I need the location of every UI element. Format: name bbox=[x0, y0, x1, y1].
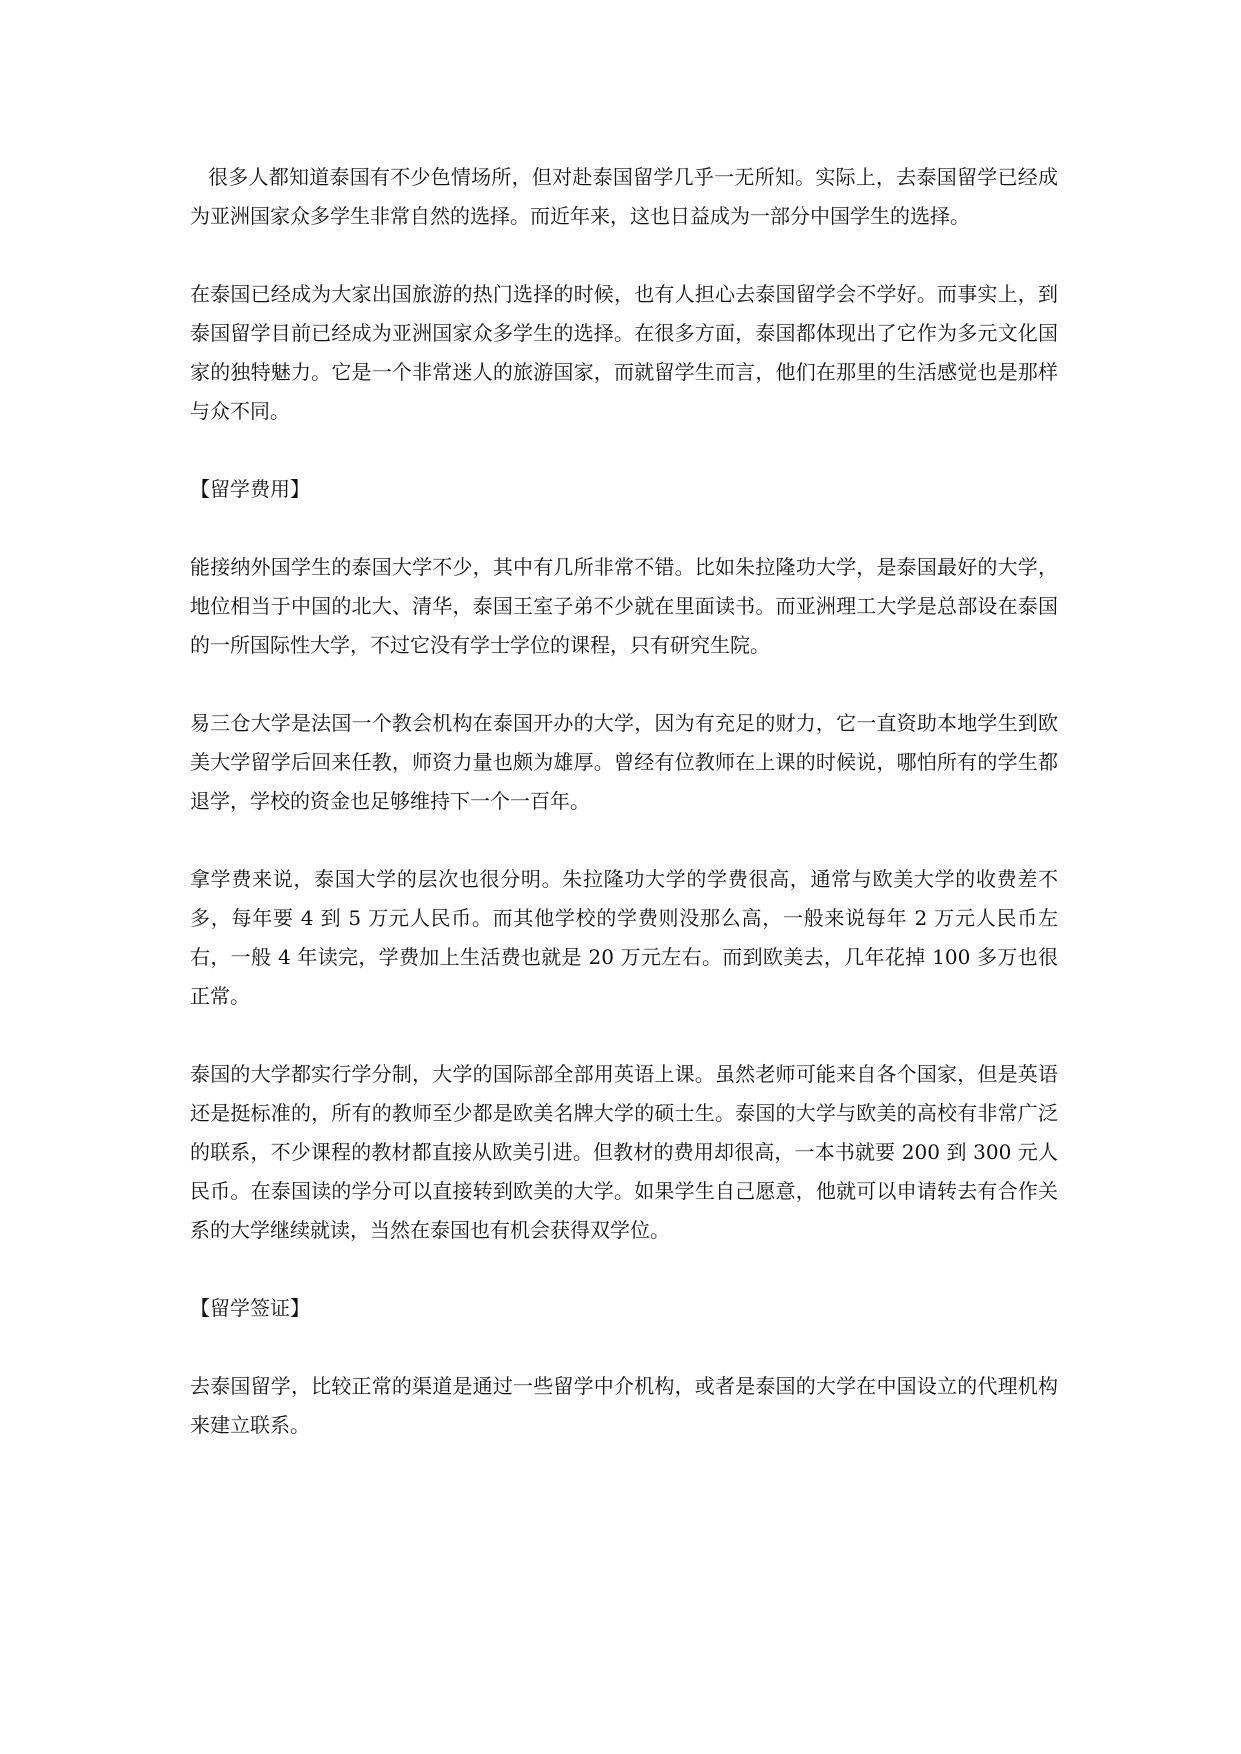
paragraph-tuition: 拿学费来说，泰国大学的层次也很分明。朱拉隆功大学的学费很高，通常与欧美大学的收费差不多，每年要 4 到 5 万元人民币。而其他学校的学费则没那么高，一般来说每年 2 万元人民币左右，一般 4 年读完，学费加上生活费也就是 20 万元左右。而到欧美去，几年花掉 100 多万也很正常。 bbox=[190, 867, 1058, 1008]
section-heading-fees: 【留学费用】 bbox=[190, 477, 310, 501]
paragraph-intro: 很多人都知道泰国有不少色情场所，但对赴泰国留学几乎一无所知。实际上，去泰国留学已经成为亚洲国家众多学生非常自然的选择。而近年来，这也日益成为一部分中国学生的选择。 bbox=[190, 165, 1058, 228]
paragraph-universities: 能接纳外国学生的泰国大学不少，其中有几所非常不错。比如朱拉隆功大学，是泰国最好的大学，地位相当于中国的北大、清华，泰国王室子弟不少就在里面读书。而亚洲理工大学是总部设在泰国的一所国际性大学，不过它没有学士学位的课程，只有研究生院。 bbox=[190, 555, 1058, 657]
paragraph-tourism: 在泰国已经成为大家出国旅游的热门选择的时候，也有人担心去泰国留学会不学好。而事实上，到泰国留学目前已经成为亚洲国家众多学生的选择。在很多方面，泰国都体现出了它作为多元文化国家的独特魅力。它是一个非常迷人的旅游国家，而就留学生而言，他们在那里的生活感觉也是那样与众不同。 bbox=[190, 282, 1058, 423]
paragraph-assumption-university: 易三仓大学是法国一个教会机构在泰国开办的大学，因为有充足的财力，它一直资助本地学生到欧美大学留学后回来任教，师资力量也颇为雄厚。曾经有位教师在上课的时候说，哪怕所有的学生都退学，学校的资金也足够维持下一个一百年。 bbox=[190, 711, 1058, 813]
paragraph-visa-channels: 去泰国留学，比较正常的渠道是通过一些留学中介机构，或者是泰国的大学在中国设立的代理机构来建立联系。 bbox=[190, 1374, 1058, 1437]
paragraph-credit-system: 泰国的大学都实行学分制，大学的国际部全部用英语上课。虽然老师可能来自各个国家，但是英语还是挺标准的，所有的教师至少都是欧美名牌大学的硕士生。泰国的大学与欧美的高校有非常广泛的联系，不少课程的教材都直接从欧美引进。但教材的费用却很高，一本书就要 200 到 300 元人民币。在泰国读的学分可以直接转到欧美的大学。如果学生自己愿意，他就可以申请转去有合作关系的大学继续就读，当然在泰国也有机会获得双学位。 bbox=[190, 1062, 1058, 1242]
section-heading-visa: 【留学签证】 bbox=[190, 1296, 310, 1320]
document-body bbox=[190, 158, 1058, 1484]
